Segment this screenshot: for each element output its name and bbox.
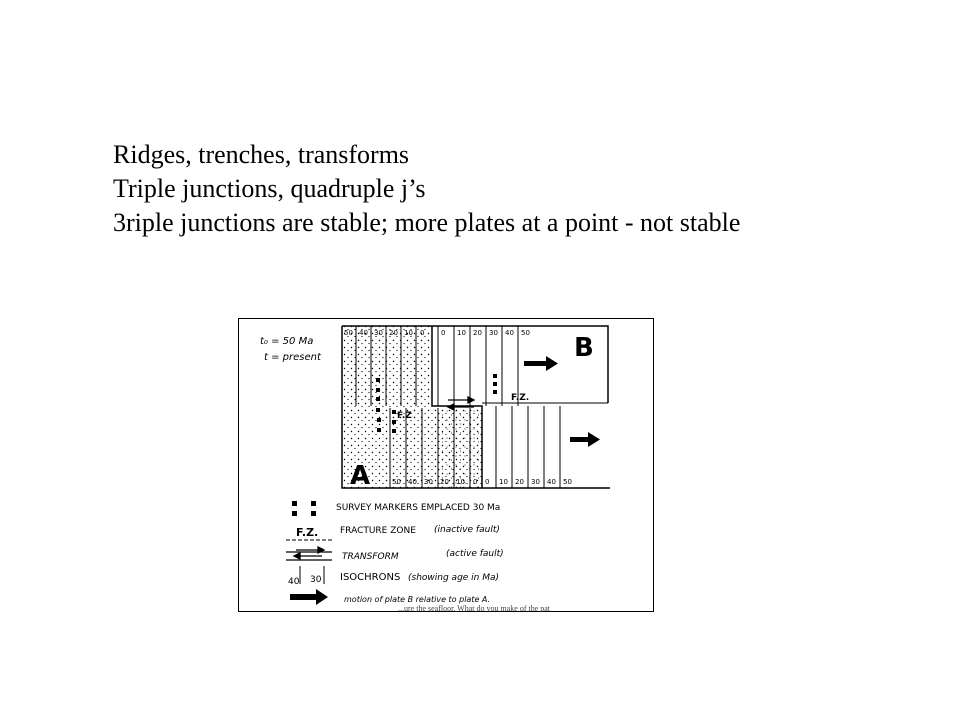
- line-triple-junctions: Triple junctions, quadruple j’s: [113, 174, 426, 203]
- line-stability: 3riple junctions are stable; more plates at a point - not stable: [113, 208, 741, 237]
- iso-top-4: 10: [404, 329, 413, 337]
- iso-bot-11: 50: [563, 478, 572, 486]
- legend-iso-40: 40: [288, 577, 300, 587]
- plate-a-label: A: [350, 461, 371, 491]
- cut-off-caption: ...ure the seafloor. What do you make of the pat: [398, 604, 551, 612]
- iso-bot-2: 30: [424, 478, 433, 486]
- legend-fracture-note: (inactive fault): [434, 525, 500, 535]
- iso-bot-4: 10: [456, 478, 465, 486]
- iso-top-9: 30: [489, 329, 498, 337]
- iso-top-8: 20: [473, 329, 482, 337]
- figure-svg: [238, 318, 654, 612]
- legend-isochrons-note: (showing age in Ma): [408, 573, 500, 583]
- iso-top-0: 50: [344, 329, 353, 337]
- iso-top-6: 0: [441, 329, 446, 337]
- legend-iso-30: 30: [310, 575, 322, 585]
- iso-bot-7: 10: [499, 478, 508, 486]
- plate-b-label: B: [574, 333, 594, 363]
- legend-isochrons: ISOCHRONS: [340, 572, 401, 583]
- iso-top-11: 50: [521, 329, 530, 337]
- iso-top-10: 40: [505, 329, 514, 337]
- iso-top-2: 30: [374, 329, 383, 337]
- iso-bot-1: 40: [408, 478, 417, 486]
- iso-top-7: 10: [457, 329, 466, 337]
- iso-bot-6: 0: [485, 478, 490, 486]
- iso-bot-10: 40: [547, 478, 556, 486]
- legend-fracture-zone: FRACTURE ZONE: [340, 526, 416, 536]
- iso-top-5: 0: [420, 329, 425, 337]
- iso-top-3: 20: [389, 329, 398, 337]
- plate-tectonics-figure: [238, 318, 654, 612]
- iso-bot-5: 0: [473, 478, 478, 486]
- iso-bot-9: 30: [531, 478, 540, 486]
- time-t0-label: t₀ = 50 Ma: [260, 336, 314, 347]
- iso-top-1: 40: [359, 329, 368, 337]
- legend-motion-arrow-shaft: [290, 594, 318, 600]
- iso-bot-3: 20: [440, 478, 449, 486]
- fz-left-label: F.Z: [397, 411, 412, 421]
- legend-transform-note: (active fault): [446, 549, 504, 559]
- legend-fz-symbol: F.Z.: [296, 526, 319, 539]
- legend-transform: TRANSFORM: [342, 552, 399, 562]
- time-present-label: t = present: [264, 352, 321, 363]
- iso-bot-0: 50: [392, 478, 401, 486]
- fz-right-label: F.Z.: [511, 393, 530, 403]
- iso-bot-8: 20: [515, 478, 524, 486]
- legend-markers-text: SURVEY MARKERS EMPLACED 30 Ma: [336, 503, 501, 513]
- slide-text: [113, 138, 740, 240]
- line-ridges: Ridges, trenches, transforms: [113, 140, 410, 169]
- legend-motion-text: motion of plate B relative to plate A.: [344, 595, 491, 604]
